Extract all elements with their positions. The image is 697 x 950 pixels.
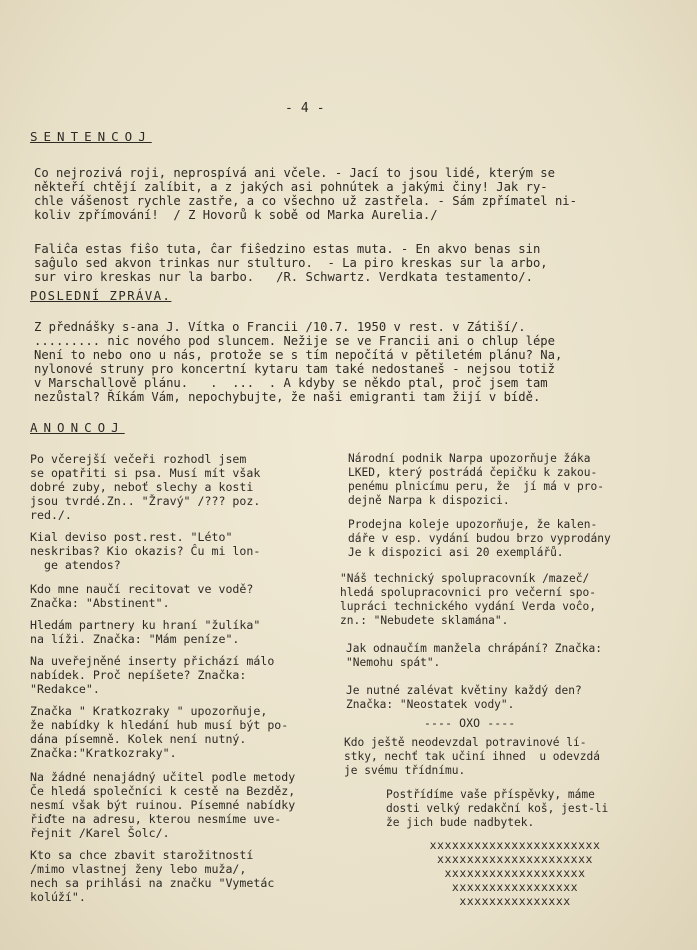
text-line: Značka: "Abstinent". [30,596,170,610]
text-line: někteří chtějí zalíbit, a z jakých asi pohnútek a jakými činy! Jak ry- [34,180,548,194]
ad-left-8 [30,848,274,904]
ad-left-6 [30,704,288,760]
text-line: je svému třídnímu. [344,764,466,777]
text-line: dosti velký redakční koš, jest-li [386,802,609,815]
x-line: xxxxxxxxxxxxxxxxx [451,880,579,894]
text-line: stky, nechť tak učiní ihned u odevzdá [344,750,600,763]
ad-left-1 [30,452,260,522]
text-line: dobré zuby, neboť slechy a kosti [30,480,254,494]
text-line: penému plnicímu peru, že jí má v pro- [348,480,604,493]
text-line: Faliĉa estas fiŝo tuta, ĉar fiŝedzino estas muta. - En akvo benas sin [34,242,541,256]
ad-right-5 [346,684,582,712]
text-line: chle vášenost rychle zastře, a co všechno už zastřela. - Sám zpřímatel ni- [34,194,577,208]
text-line: dána písemně. Kolek není nutný. [30,732,247,746]
text-line: neskribas? Kio okazis? Ĉu mi lon- [30,544,261,558]
text-line: že nabídky k hledání hub musí být po- [30,718,289,732]
text-line: řejnit /Karel Šolc/. [30,826,170,840]
text-line: Kto sa chce zbavit starožitností [30,848,254,862]
ad-left-3 [30,582,253,610]
x-line: xxxxxxxxxxxxxxxxxxxxxxx [429,838,601,852]
text-line: Prodejna koleje upozorňuje, že kalen- [348,518,598,531]
text-line: Co nejrozivá roji, neprospívá ani včele. - Jací to jsou lidé, kterým se [34,166,555,180]
heading-sentencoj: SENTENCOJ [30,129,152,144]
ad-left-2 [30,530,260,572]
heading-anoncoj: ANONCOJ [30,420,125,435]
ad-right-4 [346,642,602,670]
text-line: nesmí však být ruinou. Písemné nabídky [30,798,296,812]
text-line: "Redakce". [30,682,100,696]
text-line: red./. [30,508,72,522]
text-line: na líži. Značka: "Mám peníze". [30,632,240,646]
text-line: Značka:"Kratkozraky". [30,746,177,760]
text-line: Značka " Kratkozraky " upozorňuje, [30,704,268,718]
text-line: ge atendos? [30,558,121,572]
oxo-separator: ---- OXO ---- [424,716,516,730]
text-line: Na uveřejněné inserty přichází málo [30,654,275,668]
text-line: Postřídíme vaše příspěvky, máme [386,788,595,801]
text-line: saĝulo sed akvon trinkas nur stulturo. - La piro kreskas sur la arbo, [34,256,548,270]
x-ornament [400,838,630,908]
text-line: Není to nebo ono u nás, protože se s tím nepočítá v pětiletém plánu? Na, [34,348,563,362]
text-line: v Marschallově plánu. . ... . A kdyby se někdo ptal, proč jsem tam [34,376,548,390]
text-line: jsou tvrdé.Zn.. "Žravý" /??? poz. [30,494,261,508]
text-line: Na žádné nenajádný učitel podle metody [30,770,296,784]
text-line: nylonové struny pro koncertní kytaru tam také nedostaneš - nejsou totiž [34,362,555,376]
text-line: Je k dispozici asi 20 exemplářů. [348,546,564,559]
text-line: ......... nic nového pod sluncem. Nežije se ve Francii ani o chlup lépe [34,334,555,348]
x-line: xxxxxxxxxxxxxxx [459,894,571,908]
text-line: hledá spolupracovnici pro večerní spo- [340,586,596,599]
ad-right-1 [348,452,604,508]
text-line: Z přednášky s-ana J. Vítka o Francii /10.7. 1950 v rest. v Zátiší/. [34,320,526,334]
text-line: že jich bude nadbytek. [386,816,535,829]
text-line: dáře v esp. vydání budou brzo vyprodány [348,532,611,545]
text-line: řiďte na adresu, kterou nesmíme uve- [30,812,282,826]
page-number: - 4 - [285,101,325,116]
closing-notice-1 [344,736,600,778]
text-line: lupráci technického vydání Verda voĉo, [340,600,596,613]
text-line: nabídek. Proč nepíšete? Značka: [30,668,247,682]
text-line: Po včerejší večeři rozhodl jsem [30,452,247,466]
text-line: Če hledá společníci k cestě na Bezděz, [30,784,296,798]
ad-right-3 [340,572,596,628]
text-line: nech sa prihlási na značku "Vymetác [30,876,275,890]
ad-left-4 [30,618,260,646]
text-line: Jak odnaučím manžela chrápání? Značka: [346,642,602,655]
text-line: se opatřiti si psa. Musí mít však [30,466,261,480]
closing-notice-2 [386,788,608,830]
text-line: "Nemohu spát". [346,656,441,669]
text-line: koliv zpřímování! / Z Hovorů k sobě od Marka Aurelia./ [34,208,438,222]
text-line: dejně Narpa k dispozici. [348,494,510,507]
text-line: kolúží". [30,890,86,904]
sentence-paragraph-2 [34,242,548,284]
text-line: Kdo mne naučí recitovat ve vodě? [30,582,254,596]
text-line: Značka: "Neostatek vody". [346,698,515,711]
text-line: Je nutné zalévat květiny každý den? [346,684,582,697]
text-line: Hledám partnery ku hraní "žulíka" [30,618,261,632]
text-line: zn.: "Nebudete sklamána". [340,614,509,627]
x-line: xxxxxxxxxxxxxxxxxxxxx [437,852,593,866]
last-news-paragraph [34,320,562,404]
ad-left-5 [30,654,274,696]
sentence-paragraph-1 [34,166,577,222]
text-line: Kial deviso post.rest. "Léto" [30,530,233,544]
ad-right-2 [348,518,611,560]
text-line: LKED, který postrádá čepičku k zakou- [348,466,598,479]
text-line: Národní podnik Narpa upozorňuje žáka [348,452,591,465]
heading-last-news: POSLEDNÍ ZPRÁVA. [30,289,172,303]
text-line: "Náš technický spolupracovník /mazeč/ [340,572,590,585]
ad-left-7 [30,770,295,840]
text-line: /mimo vlastnej ženy lebo muža/, [30,862,247,876]
x-line: xxxxxxxxxxxxxxxxxxx [444,866,586,880]
text-line: Kdo ještě neodevzdal potravinové lí- [344,736,587,749]
text-line: sur viro kreskas nur la barbo. /R. Schwartz. Verdkata testamento/. [34,270,533,284]
text-line: nezůstal? Říkám Vám, nepochybujte, že naši emigranti tam žijí v bídě. [34,390,541,404]
